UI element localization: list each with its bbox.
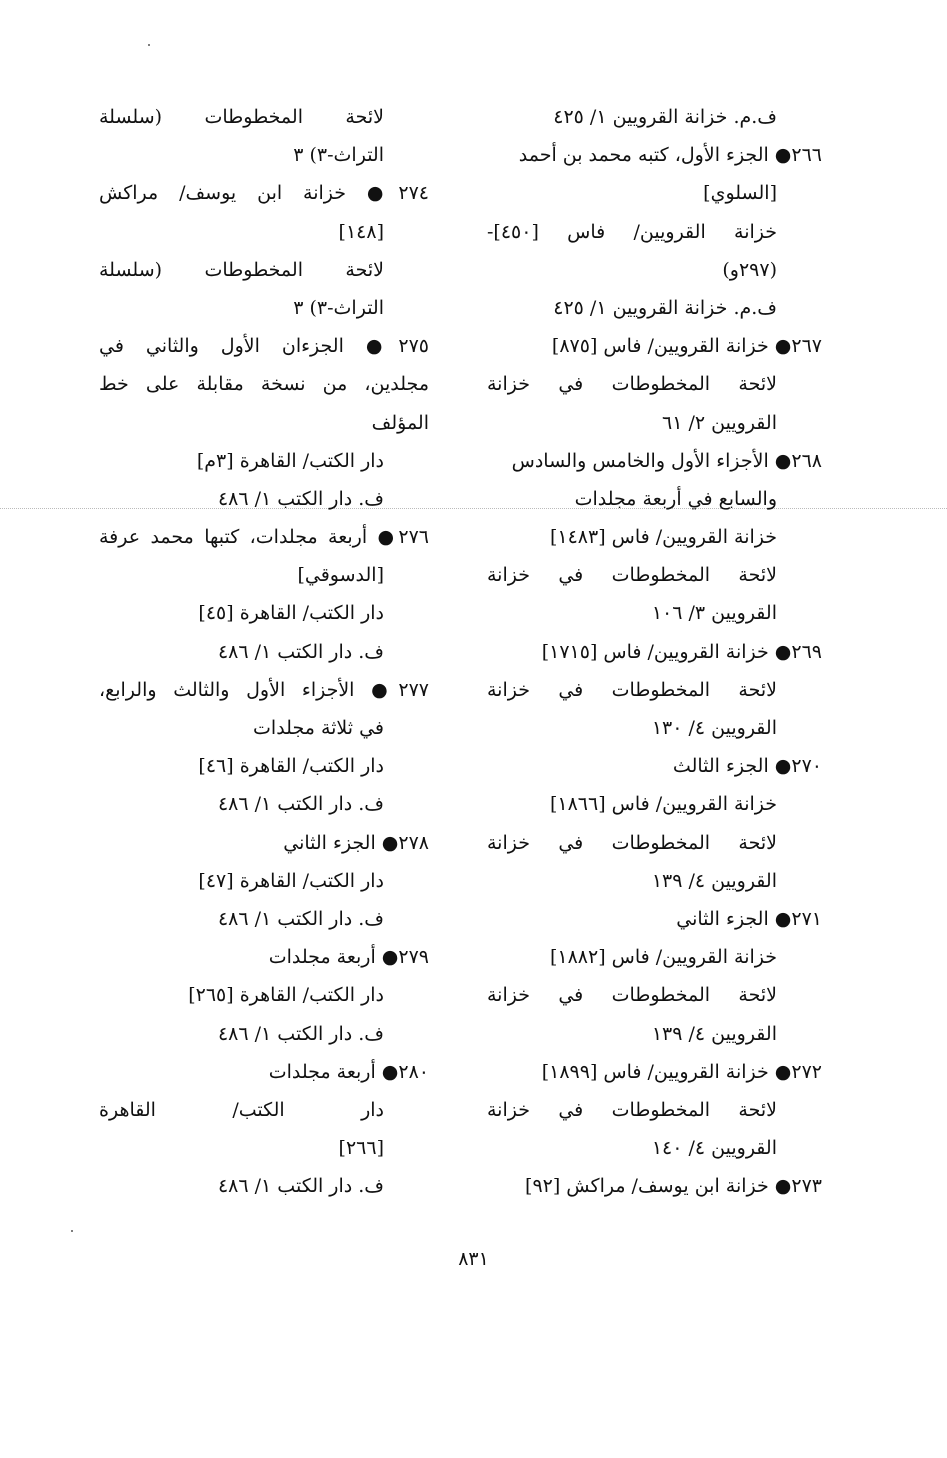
- entry-detail-line: القرويين ٤/ ١٣٠: [651, 717, 777, 739]
- entry-detail-line: في ثلاثة مجلدات: [253, 717, 384, 739]
- entry-heading-line: ٢٧٦● أربعة مجلدات، كتبها محمد عرفة: [99, 526, 429, 549]
- entry-detail-line: القرويين ٤/ ١٤٠: [651, 1137, 777, 1160]
- entry-heading-line: ٢٨٠● أربعة مجلدات: [268, 1060, 429, 1083]
- entry-detail-line: لائحة المخطوطات في خزانة: [487, 564, 777, 587]
- entry-detail-line: لائحة المخطوطات في خزانة: [487, 678, 777, 701]
- entry-detail-line: القرويين ٣/ ١٠٦: [651, 602, 777, 625]
- entry-detail-line: ف. دار الكتب ١/ ٤٨٦: [217, 1022, 384, 1045]
- entry-detail-line: ف. دار الكتب ١/ ٤٨٦: [217, 793, 384, 816]
- entry-detail-line: دار الكتب/ القاهرة: [99, 1098, 384, 1121]
- scan-speck: [148, 44, 150, 46]
- entry-heading-line: ٢٧٣● خزانة ابن يوسف/ مراكش [٩٢]: [525, 1175, 822, 1198]
- entry-detail-line: [١٤٨]: [338, 220, 384, 243]
- entry-detail-line: خزانة القرويين/ فاس [١٨٨٢]: [549, 946, 777, 969]
- entry-detail-line: دار الكتب/ القاهرة [٤٦]: [198, 755, 384, 778]
- entry-detail-line: [السلوي]: [703, 182, 777, 205]
- entry-detail-line: دار الكتب/ القاهرة [٢٦٥]: [188, 984, 384, 1007]
- entry-detail-line: ف. دار الكتب ١/ ٤٨٦: [217, 640, 384, 663]
- entry-detail-line: [الدسوقي]: [297, 564, 384, 587]
- entry-detail-line: دار الكتب/ القاهرة [٤٥]: [198, 602, 384, 625]
- entry-detail-line: خزانة القرويين/ فاس [٤٥٠]-: [487, 220, 777, 243]
- entry-detail-line: القرويين ٤/ ١٣٩: [651, 1022, 777, 1045]
- entry-detail-line: لائحة المخطوطات في خزانة: [487, 984, 777, 1007]
- entry-heading-line: ٢٦٩● خزانة القرويين/ فاس [١٧١٥]: [541, 640, 822, 663]
- entry-heading-line: ٢٦٨● الأجزاء الأول والخامس والسادس: [511, 449, 822, 472]
- entry-heading-line: ٢٦٧● خزانة القرويين/ فاس [٨٧٥]: [551, 335, 822, 358]
- entry-detail-line: دار الكتب/ القاهرة [٣م]: [196, 449, 384, 472]
- entry-detail-line: ف. دار الكتب ١/ ٤٨٦: [217, 907, 384, 930]
- entry-detail-line: لائحة المخطوطات في خزانة: [487, 1098, 777, 1121]
- entry-detail-line: ف. دار الكتب ١/ ٤٨٦: [217, 1175, 384, 1198]
- entry-heading-line: ٢٧٤● خزانة ابن يوسف/ مراكش: [99, 182, 429, 205]
- entry-detail-line: القرويين ٤/ ١٣٩: [651, 869, 777, 892]
- entry-detail-line: لائحة المخطوطات في خزانة: [487, 373, 777, 396]
- entry-heading-line: ٢٧١● الجزء الثاني: [676, 907, 822, 930]
- entry-heading-line: ٢٧٠● الجزء الثالث: [672, 755, 822, 778]
- entry-heading-line: المؤلف: [371, 411, 429, 434]
- entry-heading-line: ٢٦٦● الجزء الأول، كتبه محمد بن أحمد: [518, 144, 822, 167]
- entry-detail-line: والسابع في أربعة مجلدات: [574, 487, 777, 510]
- entry-detail-line: لائحة المخطوطات (سلسلة: [99, 106, 384, 128]
- entry-detail-line: لائحة المخطوطات في خزانة: [487, 831, 777, 854]
- entry-detail-line: ف.م. خزانة القرويين ١/ ٤٢٥: [553, 106, 777, 128]
- entry-heading-line: ٢٧٧● الأجزاء الأول والثالث والرابع،: [99, 678, 429, 701]
- entry-detail-line: خزانة القرويين/ فاس [١٨٦٦]: [549, 793, 777, 816]
- entry-heading-line: ٢٧٢● خزانة القرويين/ فاس [١٨٩٩]: [541, 1060, 822, 1083]
- entry-detail-line: دار الكتب/ القاهرة [٤٧]: [198, 869, 384, 892]
- entry-heading-line: ٢٧٩● أربعة مجلدات: [268, 946, 429, 969]
- scan-speck: [71, 1230, 73, 1232]
- entry-detail-line: ف. دار الكتب ١/ ٤٨٦: [217, 487, 384, 510]
- entry-detail-line: لائحة المخطوطات (سلسلة: [99, 258, 384, 281]
- entry-detail-line: التراث-٣) ٣: [293, 296, 384, 319]
- entry-detail-line: (٢٩٧و): [722, 258, 777, 281]
- entry-detail-line: [٢٦٦]: [338, 1137, 384, 1160]
- entry-detail-line: القرويين ٢/ ٦١: [662, 411, 777, 434]
- left-column: [99, 98, 429, 1205]
- entry-detail-line: ف.م. خزانة القرويين ١/ ٤٢٥: [553, 296, 777, 319]
- right-column: [487, 98, 822, 1205]
- entry-detail-line: التراث-٣) ٣: [293, 144, 384, 167]
- entry-heading-line: مجلدين، من نسخة مقابلة على خط: [99, 373, 429, 396]
- entry-detail-line: خزانة القرويين/ فاس [١٤٨٣]: [549, 526, 777, 549]
- page-number: ٨٣١: [458, 1248, 489, 1270]
- entry-heading-line: ٢٧٥● الجزءان الأول والثاني في: [99, 335, 429, 358]
- entry-heading-line: ٢٧٨● الجزء الثاني: [283, 831, 429, 854]
